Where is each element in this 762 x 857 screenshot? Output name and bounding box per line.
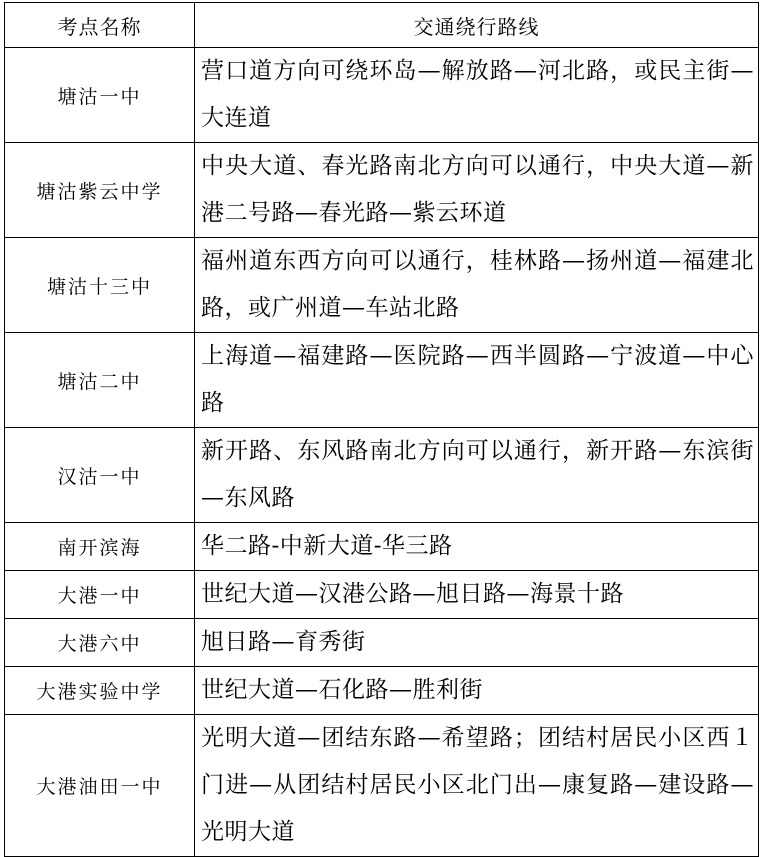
table-row <box>5 715 759 857</box>
exam-site-name: 大港油田一中 <box>5 715 195 857</box>
exam-site-name: 汉沽一中 <box>5 428 195 523</box>
table-row <box>5 48 759 143</box>
detour-route: 新开路、东风路南北方向可以通行，新开路—东滨街—东风路 <box>195 428 759 523</box>
table-row <box>5 571 759 619</box>
table-header-row <box>5 3 759 48</box>
exam-site-name: 南开滨海 <box>5 523 195 571</box>
table-row <box>5 143 759 238</box>
table-row <box>5 523 759 571</box>
table-row <box>5 333 759 428</box>
detour-route: 福州道东西方向可以通行，桂林路—扬州道—福建北路，或广州道—车站北路 <box>195 238 759 333</box>
detour-route: 世纪大道—石化路—胜利街 <box>195 667 759 715</box>
detour-route: 光明大道—团结东路—希望路；团结村居民小区西１门进—从团结村居民小区北门出—康复路—建设路—光明大道 <box>195 715 759 857</box>
detour-route: 中央大道、春光路南北方向可以通行，中央大道—新港二号路—春光路—紫云环道 <box>195 143 759 238</box>
exam-site-name: 塘沽紫云中学 <box>5 143 195 238</box>
detour-route: 上海道—福建路—医院路—西半圆路—宁波道—中心路 <box>195 333 759 428</box>
header-exam-site-name: 考点名称 <box>5 3 195 48</box>
exam-site-name: 塘沽二中 <box>5 333 195 428</box>
detour-route: 营口道方向可绕环岛—解放路—河北路，或民主街—大连道 <box>195 48 759 143</box>
detour-route: 世纪大道—汉港公路—旭日路—海景十路 <box>195 571 759 619</box>
table-row <box>5 238 759 333</box>
exam-site-name: 大港一中 <box>5 571 195 619</box>
header-detour-route: 交通绕行路线 <box>195 3 759 48</box>
table-row <box>5 667 759 715</box>
exam-site-name: 塘沽十三中 <box>5 238 195 333</box>
exam-site-name: 大港六中 <box>5 619 195 667</box>
exam-site-name: 塘沽一中 <box>5 48 195 143</box>
detour-route: 华二路-中新大道-华三路 <box>195 523 759 571</box>
table-row <box>5 619 759 667</box>
detour-route: 旭日路—育秀街 <box>195 619 759 667</box>
table-row <box>5 428 759 523</box>
detour-route-table <box>4 2 759 857</box>
exam-site-name: 大港实验中学 <box>5 667 195 715</box>
